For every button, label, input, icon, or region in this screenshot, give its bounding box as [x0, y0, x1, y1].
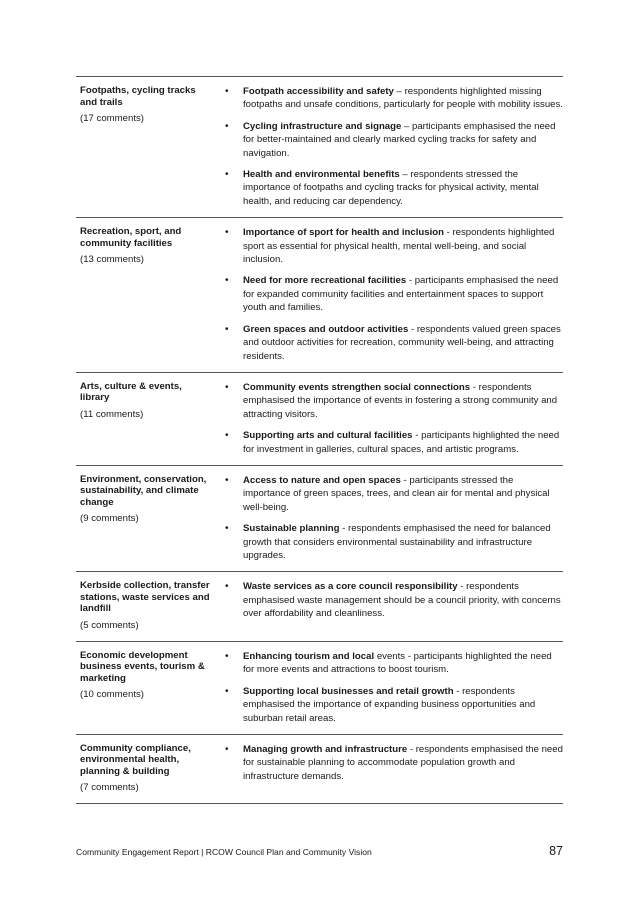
bullet-icon: •: [225, 685, 229, 697]
theme-description: respondents emphasised waste management should be a council priority, with concerns over affordability and cleanliness.: [243, 581, 561, 620]
comment-count: (17 comments): [80, 113, 144, 124]
comment-count: (9 comments): [80, 513, 139, 525]
theme-description: respondents valued green spaces and outdoor activities for recreation, community well-being, and attracting residents.: [243, 323, 561, 362]
list-item: [221, 381, 563, 421]
category-title: Economic development business events, tourism & marketing: [80, 649, 205, 684]
theme-description: events - participants highlighted the need for more events and attractions to boost tourism.: [243, 650, 552, 676]
theme-list: [211, 381, 563, 456]
bullet-icon: •: [225, 743, 229, 755]
list-item: [221, 168, 563, 208]
bullet-icon: •: [225, 581, 229, 593]
table-row: [76, 735, 563, 805]
table-row: [76, 642, 563, 735]
theme-title: Importance of sport for health and inclusion: [243, 227, 444, 239]
theme-description: participants stressed the importance of green spaces, trees, and clean air for mental and physical well-being.: [243, 474, 550, 513]
theme-description: participants emphasised the need for expanded community facilities and entertainment spaces to support youth and families.: [243, 275, 559, 314]
list-item: [221, 274, 563, 314]
theme-separator: -: [408, 323, 417, 335]
category-cell: [76, 85, 211, 208]
category-cell: [76, 650, 211, 725]
theme-separator: -: [412, 430, 422, 442]
theme-title: Access to nature and open spaces: [243, 474, 401, 486]
list-item: [221, 85, 563, 112]
bullet-icon: •: [225, 323, 229, 335]
theme-separator: –: [401, 120, 413, 132]
comment-count: (7 comments): [80, 782, 139, 794]
theme-separator: -: [470, 381, 479, 393]
category-cell: [76, 226, 211, 363]
theme-separator: -: [457, 581, 467, 593]
theme-separator: -: [453, 685, 463, 697]
category-cell: [76, 743, 211, 795]
theme-title: Health and environmental benefits: [243, 169, 400, 181]
theme-separator: -: [400, 474, 410, 486]
theme-description: participants highlighted the need for investment in galleries, cultural spaces, and artistic programs.: [243, 430, 560, 455]
comment-count: (13 comments): [80, 254, 144, 266]
category-cell: [76, 381, 211, 456]
theme-list: [211, 474, 563, 562]
bullet-icon: •: [225, 86, 229, 97]
theme-description: respondents stressed the importance of footpaths and cycling tracks for physical activity, mental health, and reducing car dependency.: [243, 169, 539, 207]
theme-separator: -: [407, 743, 416, 755]
category-title: Footpaths, cycling tracks and trails: [80, 85, 196, 108]
list-item: [221, 522, 563, 562]
list-item: [221, 685, 563, 725]
theme-title: Green spaces and outdoor activities: [243, 323, 409, 335]
bullet-icon: •: [225, 430, 229, 442]
category-title: Kerbside collection, transfer stations, waste services and landfill: [80, 580, 210, 615]
bullet-icon: •: [225, 120, 229, 132]
list-item: [221, 474, 563, 514]
comment-count: (5 comments): [80, 619, 139, 631]
bullet-icon: •: [225, 169, 229, 181]
table-row: [76, 572, 563, 642]
category-title: Environment, conservation, sustainability, and climate change: [80, 473, 207, 508]
bullet-icon: •: [225, 523, 229, 535]
theme-list: [211, 650, 563, 725]
theme-title: Footpath accessibility and safety: [243, 86, 394, 97]
theme-list: [211, 226, 563, 363]
bullet-icon: •: [225, 474, 229, 486]
theme-separator: -: [406, 275, 415, 287]
theme-description: respondents highlighted sport as essential for physical health, mental well-being, and social inclusion.: [243, 227, 555, 266]
category-title: Community compliance, environmental health, planning & building: [80, 742, 191, 777]
theme-list: [211, 580, 563, 632]
theme-description: participants emphasised the need for better-maintained and clearly marked cycling tracks for safety and navigation.: [243, 120, 556, 159]
list-item: [221, 429, 563, 456]
list-item: [221, 120, 563, 160]
theme-list: [211, 743, 563, 795]
theme-list: [211, 85, 563, 208]
bullet-icon: •: [225, 227, 229, 239]
page-number: 87: [549, 844, 563, 858]
comment-count: (11 comments): [80, 408, 144, 420]
bullet-icon: •: [225, 381, 229, 393]
theme-description: respondents emphasised the need for sustainable planning to accommodate population growth and infrastructure demands.: [243, 743, 563, 782]
category-title: Arts, culture & events, library: [80, 380, 182, 404]
bullet-icon: •: [225, 650, 229, 662]
list-item: [221, 743, 563, 783]
theme-separator: –: [399, 169, 411, 181]
page-footer: [76, 844, 563, 858]
theme-description: respondents emphasised the importance of expanding business opportunities and suburban retail areas.: [243, 685, 536, 724]
theme-title: Sustainable planning: [243, 523, 340, 535]
theme-title: Community events strengthen social connections: [243, 381, 471, 393]
theme-description: respondents emphasised the need for balanced growth that considers environmental sustainability and infrastructure upgrades.: [243, 523, 551, 561]
list-item: [221, 323, 563, 363]
theme-separator: -: [443, 227, 453, 239]
themes-table: [76, 76, 563, 804]
theme-title: Managing growth and infrastructure: [243, 743, 408, 755]
theme-title: Supporting arts and cultural facilities: [243, 430, 413, 442]
theme-title: Cycling infrastructure and signage: [243, 120, 402, 132]
theme-separator: -: [339, 523, 349, 535]
category-cell: [76, 474, 211, 562]
table-row: [76, 373, 563, 466]
theme-separator: –: [393, 86, 405, 97]
list-item: [221, 226, 563, 266]
theme-title: Enhancing tourism and local: [243, 650, 375, 662]
theme-title: Need for more recreational facilities: [243, 275, 407, 287]
theme-title: Waste services as a core council responsibility: [243, 581, 458, 593]
list-item: [221, 580, 563, 620]
category-cell: [76, 580, 211, 632]
category-title: Recreation, sport, and community facilities: [80, 226, 182, 249]
bullet-icon: •: [225, 275, 229, 287]
table-row: [76, 466, 563, 572]
list-item: [221, 650, 563, 677]
footer-text: Community Engagement Report | RCOW Council Plan and Community Vision: [76, 847, 372, 857]
table-row: [76, 218, 563, 373]
table-row: [76, 77, 563, 218]
theme-title: Supporting local businesses and retail growth: [243, 685, 454, 697]
theme-description: respondents highlighted missing footpaths and unsafe conditions, particularly for people with mobility issues.: [243, 86, 563, 111]
theme-description: respondents emphasised the importance of events in fostering a strong community and attracting visitors.: [243, 381, 558, 420]
comment-count: (10 comments): [80, 689, 144, 701]
